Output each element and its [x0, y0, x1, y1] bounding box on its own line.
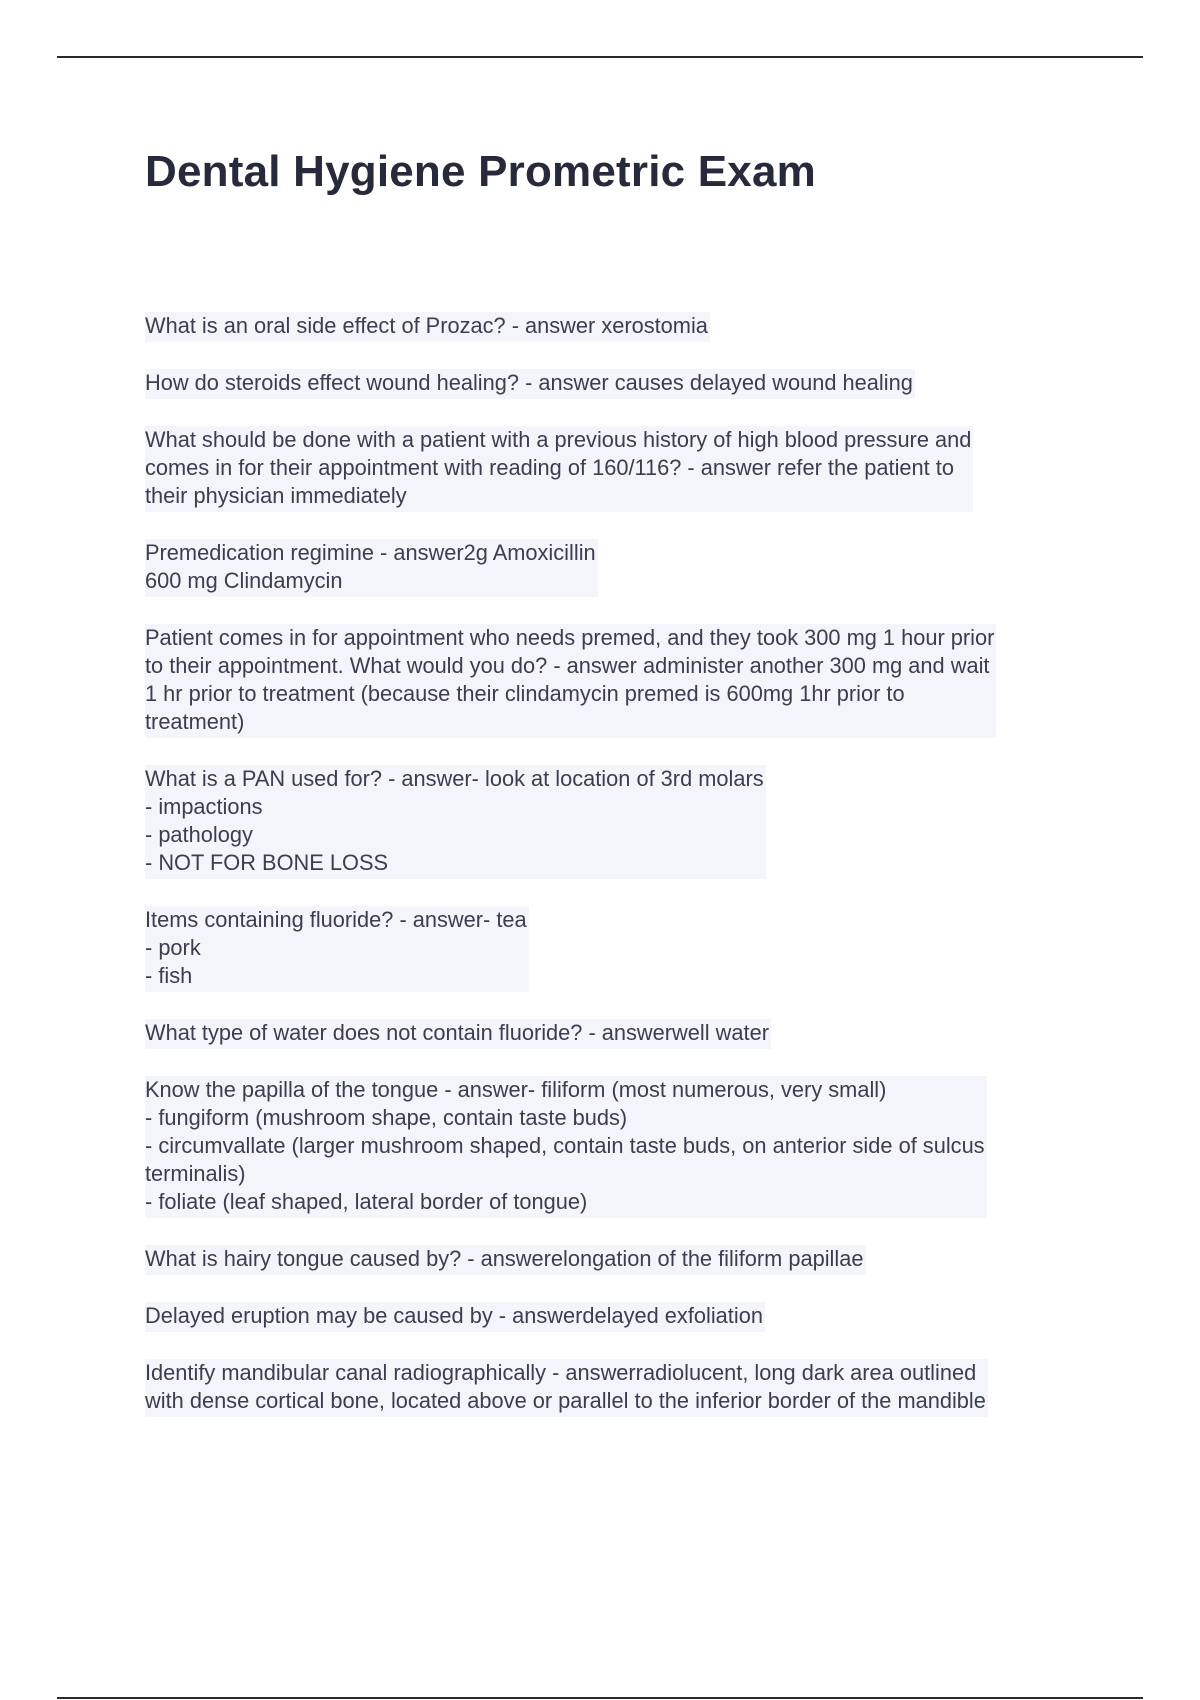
- qa-item-mandibular-canal: Identify mandibular canal radiographically - answerradiolucent, long dark area outlined with dense cortical bone, located above or parallel to the inferior border of the mandible: [145, 1359, 988, 1417]
- qa-item-papilla: Know the papilla of the tongue - answer- filiform (most numerous, very small) - fungiform (mushroom shape, contain taste buds) - circumvallate (larger mushroom shaped, contain taste buds, on anterior side of sulcus terminalis) - foliate (leaf shaped, lateral border of tongue): [145, 1076, 987, 1218]
- qa-item-premed-dose: Patient comes in for appointment who needs premed, and they took 300 mg 1 hour prior to their appointment. What would you do? - answer administer another 300 mg and wait 1 hr prior to treatment (because their clindamycin premed is 600mg 1hr prior to treatment): [145, 624, 996, 738]
- qa-item-steroids: How do steroids effect wound healing? - answer causes delayed wound healing: [145, 369, 915, 399]
- qa-item-blood-pressure: What should be done with a patient with a previous history of high blood pressure and comes in for their appointment with reading of 160/116? - answer refer the patient to their physician immediately: [145, 426, 973, 512]
- qa-item-delayed-eruption: Delayed eruption may be caused by - answerdelayed exfoliation: [145, 1302, 765, 1332]
- page-title: Dental Hygiene Prometric Exam: [145, 147, 816, 196]
- qa-item-pan: What is a PAN used for? - answer- look at location of 3rd molars - impactions - pathology - NOT FOR BONE LOSS: [145, 765, 766, 879]
- qa-item-water: What type of water does not contain fluoride? - answerwell water: [145, 1019, 771, 1049]
- qa-list: [145, 312, 1095, 1444]
- top-rule: [57, 56, 1143, 58]
- qa-item-hairy-tongue: What is hairy tongue caused by? - answerelongation of the filiform papillae: [145, 1245, 866, 1275]
- qa-item-fluoride-items: Items containing fluoride? - answer- tea - pork - fish: [145, 906, 529, 992]
- qa-item-prozac: What is an oral side effect of Prozac? - answer xerostomia: [145, 312, 710, 342]
- bottom-rule: [57, 1697, 1143, 1699]
- qa-item-premedication: Premedication regimine - answer2g Amoxicillin 600 mg Clindamycin: [145, 539, 598, 597]
